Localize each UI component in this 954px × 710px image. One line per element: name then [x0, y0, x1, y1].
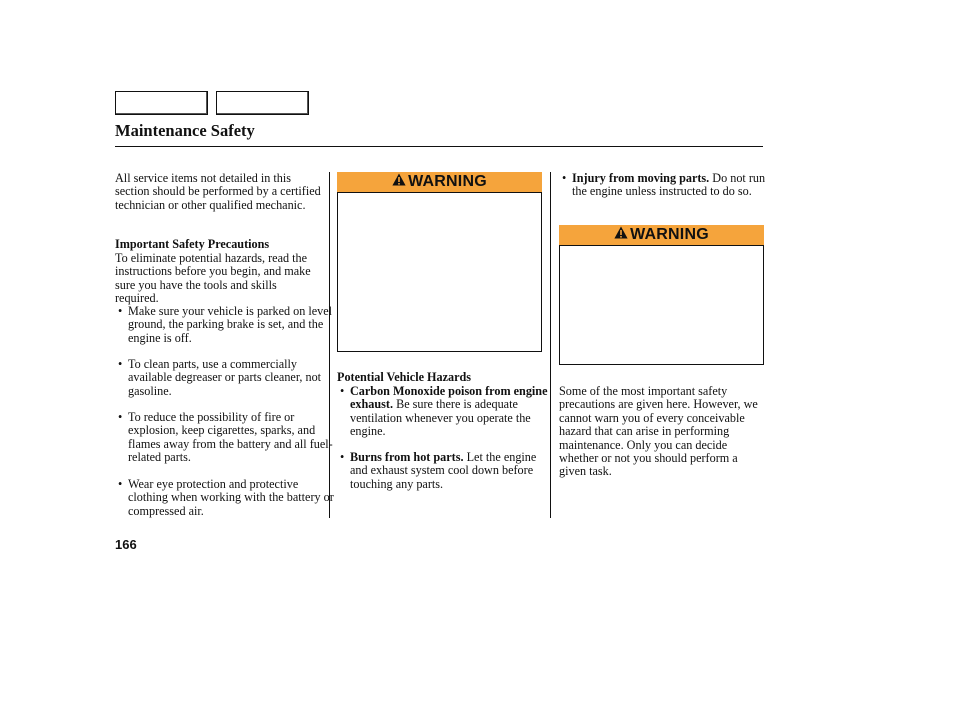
warning-box-1 [337, 192, 542, 352]
hazard-title: Carbon Monoxide poison from engine exhaust. [350, 384, 548, 412]
hazard-title: Injury from moving parts. [572, 171, 710, 185]
precaution-text: Wear eye protection and protective clothing when working with the battery or compressed air. [128, 477, 334, 518]
hazard-text: Be sure there is adequate ventilation whenever you operate the engine. [350, 397, 531, 439]
precaution-bullet-4 [116, 478, 335, 518]
hazard-text: Do not run the engine unless instructed to do so. [572, 171, 766, 199]
hazard-bullet-1 [338, 385, 553, 439]
precaution-bullet-2 [116, 358, 335, 398]
closing-paragraph: Some of the most important safety precautions are given here. However, we cannot warn you of every conceivable hazard that can arise in performing maintenance. Only you can decide whether or not you should perform a given task. [559, 384, 758, 479]
page-title: Maintenance Safety [115, 121, 255, 140]
hazard-text: Let the engine and exhaust system cool down before touching any parts. [350, 450, 537, 491]
intro-paragraph: All service items not detailed in this section should be performed by a certified technician or other qualified mechanic. [115, 171, 321, 212]
precaution-text: Make sure your vehicle is parked on level ground, the parking brake is set, and the engine is off. [128, 304, 333, 345]
precaution-text: To clean parts, use a commercially available degreaser or parts cleaner, not gasoline. [128, 357, 322, 398]
safety-precautions-heading: Important Safety Precautions [115, 237, 270, 251]
moving-parts-bullet [560, 172, 775, 199]
page-number: 166 [115, 537, 137, 552]
hazard-bullet-2 [338, 451, 553, 491]
nav-button-next[interactable] [216, 91, 309, 115]
warning-box-2 [559, 245, 764, 365]
warning-header-2 [559, 225, 764, 245]
precaution-bullet-3 [116, 411, 335, 465]
warning-header-1 [337, 172, 542, 192]
hazard-title: Burns from hot parts. [350, 450, 464, 464]
warning-label: WARNING [408, 173, 487, 190]
warning-triangle-icon [614, 226, 628, 244]
warning-label: WARNING [630, 226, 709, 243]
precaution-text: To reduce the possibility of fire or explosion, keep cigarettes, sparks, and flames away from the battery and all fuel-related parts. [128, 410, 333, 465]
vehicle-hazards-heading: Potential Vehicle Hazards [337, 370, 472, 384]
nav-button-previous[interactable] [115, 91, 208, 115]
warning-triangle-icon [392, 173, 406, 191]
precaution-bullet-1 [116, 305, 335, 345]
safety-precautions-lead: To eliminate potential hazards, read the instructions before you begin, and make sure you have the tools and skills required. [115, 251, 311, 306]
title-rule [115, 146, 763, 147]
